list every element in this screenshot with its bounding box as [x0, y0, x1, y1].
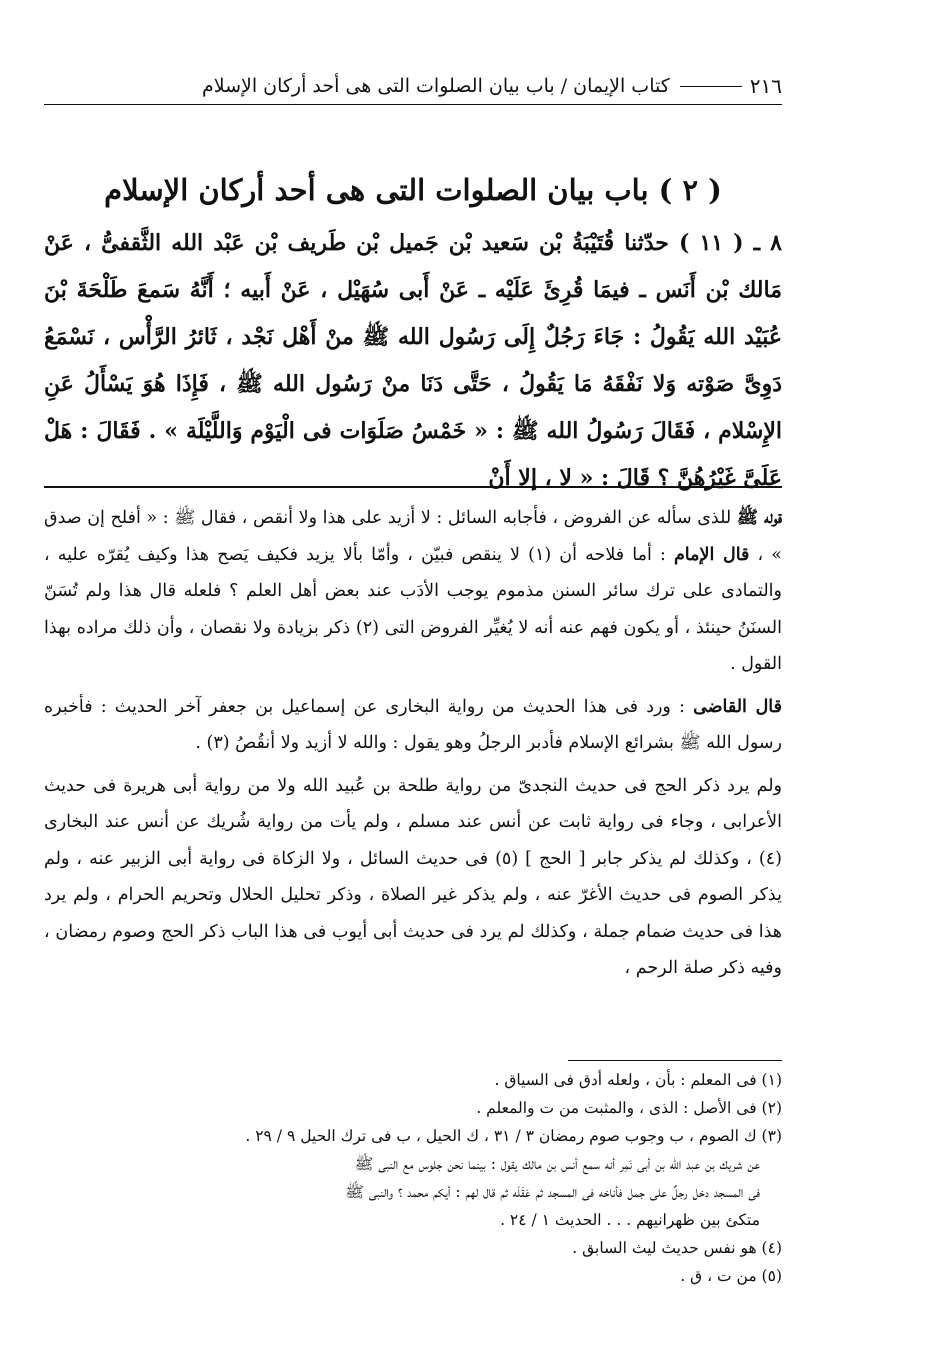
footnote: (٥) من ت ، ق . — [680, 1267, 782, 1285]
footnotes — [44, 1066, 782, 1290]
running-title: كتاب الإيمان / باب بيان الصلوات التى هى أحد أركان الإسلام — [201, 75, 670, 97]
commentary-paragraph — [44, 768, 782, 987]
footnote-quote-line: متكئ بين ظهرانيهم . . . الحديث ١ / ٢٤ . — [500, 1211, 760, 1229]
commentary-text: : ورد فى هذا الحديث من رواية البخارى عن إسماعيل بن جعفر آخر الحديث : فأخبره رسول الله ﷺ بشرائع الإسلام فأدبر الرجلُ وهو يقول : والله لا أزيد ولا أنقُصُ (٣) . — [44, 696, 782, 753]
footnote: (٤) هو نفس حديث ليث السابق . — [572, 1239, 782, 1257]
commentary-block — [44, 500, 782, 987]
chapter-title: ( ٢ ) باب بيان الصلوات التى هى أحد أركان الإسلام — [104, 173, 722, 207]
header-dash — [680, 86, 742, 87]
commentary-lead: قوله ﷺ — [736, 508, 782, 528]
footnote: (٣) ك الصوم ، ب وجوب صوم رمضان ٣ / ٣١ ، ك الحيل ، ب فى ترك الحيل ٩ / ٢٩ . — [245, 1127, 782, 1145]
footnote-quote-line: عن شريك بن عبد الله بن أبى نَمِر أنه سمع أنس بن مالك يقول : بينما نحن جلوس مع النبى ﷺ — [354, 1155, 760, 1173]
hadith-text: ٨ ـ ( ١١ ) حدّثنا قُتَيْبَةُ بْن سَعيد بْن جَميل بْن طَريف بْن عَبْد الله الثَّقفىُّ ، عَنْ مَالك بْن أَنَس ـ فيمَا قُرِئَ عَلَيْه ـ عَنْ أَبى سُهَيْل ، عَنْ أَبيه ؛ أَنَّهُ سَمعَ طَلْحَةَ بْنَ عُبَيْد الله يَقُولُ : جَاءَ رَجُلٌ إِلَى رَسُول الله ﷺ منْ أَهْل نَجْد ، ثَائرُ الرَّأْس ، نَسْمَعُ دَوِىَّ صَوْته وَلا نَفْقَهُ مَا يَقُولُ ، حَتَّى دَنَا منْ رَسُول الله ﷺ ، فَإِذَا هُوَ يَسْأَلُ عَنِ الإِسْلام ، فَقَالَ رَسُولُ الله ﷺ : « خَمْسُ صَلَوَات فى الْيَوْم وَاللَّيْلَة » . فَقَالَ : هَلْ عَلَىَّ غَيْرُهُنَّ ؟ قَالَ : « لا ، إلا أَنْ — [44, 230, 782, 491]
text-separator-rule — [44, 486, 782, 488]
commentary-paragraph — [44, 689, 782, 762]
hadith-text-block — [44, 220, 782, 502]
commentary-text: : أما فلاحه أن (١) لا ينقص فبيّن ، وأمّا بألا يزيد فكيف يَصح هذا وكيف يُقرّه عليه ، والتمادى على ترك سائر السنن مذموم يوجب الأدَب عند بعض أهل العلم ؟ فلعله قال هذا ولم تُسَنّ السنَنُ حينئذ ، أو يكون فهم عنه أنه لا يُغيِّر الفروض التى (٢) ذكر بزيادة ولا نقصان ، وأن ذلك مراده بهذا القول . — [44, 544, 782, 674]
commentary-lead: قال القاضى — [693, 696, 782, 717]
commentary-text: ولم يرد ذكر الحج فى حديث النجدىّ من رواية طلحة بن عُبيد الله ولا من رواية أبى هريرة فى حديث الأعرابى ، وجاء فى رواية ثابت عن أنس عند مسلم ، ولم يأت من رواية شُريك عن أنس عند البخارى (٤) ، وكذلك لم يذكر جابر [ الحج ] (٥) فى حديث السائل ، ولا الزكاة فى رواية أبى الزبير عنه ، ولم يذكر الصوم فى حديث الأغرّ عنه ، ولم يذكر غير الصلاة ، وذكر تحليل الحلال وتحريم الحرام ، ولم يرد هذا فى حديث ضمام جملة ، وكذلك لم يرد فى حديث أبى أيوب فى هذا الباب ذكر الحج وصوم رمضان ، وفيه ذكر صلة الرحم ، — [44, 775, 782, 978]
running-header — [44, 68, 782, 104]
footnote-rule — [568, 1060, 782, 1061]
commentary-text: للذى سأله عن الفروض ، فأجابه السائل : لا أزيد على هذا ولا أنقص ، فقال ﷺ : « أفلح إن صدق » ، — [44, 508, 783, 565]
commentary-paragraph — [44, 500, 782, 683]
footnote-quote-line: فى المسجد دخل رجلٌ على جمل فأناخه فى المسجد ثم عَقَلَه ثم قال لهم : أيكم محمد ؟ والنبى ﷺ — [345, 1183, 760, 1201]
footnote: (٢) فى الأصل : الذى ، والمثبت من ت والمعلم . — [476, 1099, 782, 1117]
page-number: ٢١٦ — [749, 74, 782, 98]
footnote: (١) فى المعلم : بأن ، ولعله أدق فى السياق . — [494, 1071, 782, 1089]
commentary-lead: قال الإمام — [673, 544, 750, 565]
header-rule — [44, 104, 782, 105]
